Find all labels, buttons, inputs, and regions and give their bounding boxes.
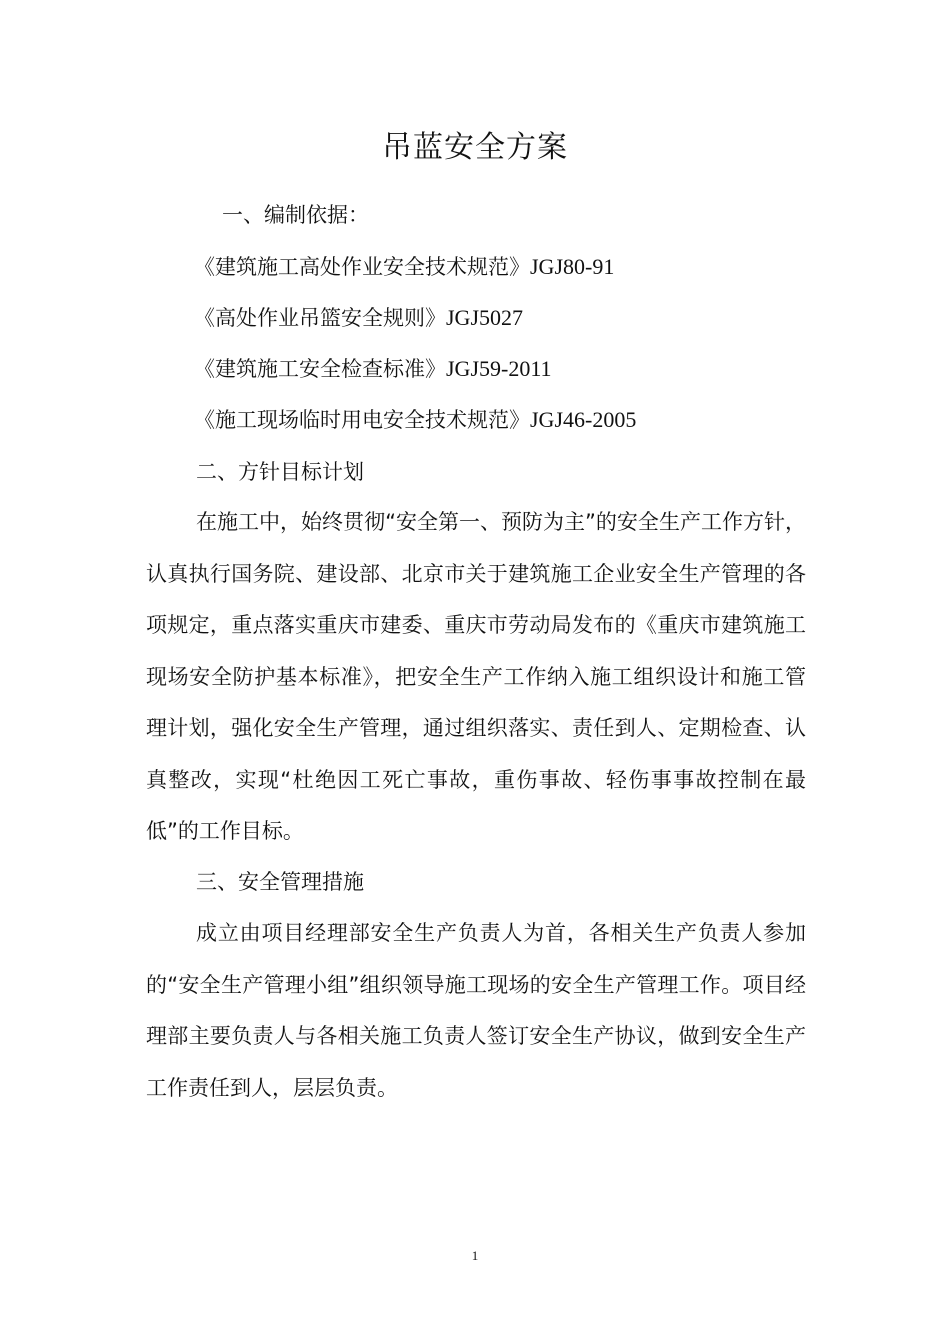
reference-item (194, 354, 552, 384)
reference-item (194, 252, 614, 282)
reference-item (194, 405, 636, 435)
section-1-heading: 一、编制依据： (222, 203, 369, 227)
reference-code: JGJ46-2005 (530, 407, 637, 432)
section-2-body: 在施工中，始终贯彻“安全第一、预防为主”的安全生产工作方针，认真执行国务院、建设部、北京市关于建筑施工企业安全生产管理的各项规定，重点落实重庆市建委、重庆市劳动局发布的《重庆市建筑施工现场安全防护基本标准》，把安全生产工作纳入施工组织设计和施工管理计划，强化安全生产管理，通过组织落实、责任到人、定期检查、认真整改，实现“杜绝因工死亡事故，重伤事故、轻伤事事故控制在最低”的工作目标。 (146, 510, 806, 843)
reference-code: JGJ80-91 (530, 254, 615, 279)
reference-name: 《施工现场临时用电安全技术规范》 (194, 408, 530, 432)
section-3-body: 成立由项目经理部安全生产负责人为首，各相关生产负责人参加的“安全生产管理小组”组织领导施工现场的安全生产管理工作。项目经理部主要负责人与各相关施工负责人签订安全生产协议，做到安全生产工作责任到人，层层负责。 (146, 921, 806, 1100)
section-3-heading: 三、安全管理措施 (196, 870, 364, 894)
reference-item (194, 303, 523, 333)
reference-name: 《建筑施工高处作业安全技术规范》 (194, 255, 530, 279)
page-number: 1 (471, 1248, 479, 1263)
section-2-heading: 二、方针目标计划 (196, 460, 364, 484)
reference-name: 《建筑施工安全检查标准》 (194, 357, 446, 381)
reference-name: 《高处作业吊篮安全规则》 (194, 306, 446, 330)
reference-code: JGJ59-2011 (446, 356, 552, 381)
document-title: 吊蓝安全方案 (382, 130, 568, 165)
reference-code: JGJ5027 (446, 305, 524, 330)
